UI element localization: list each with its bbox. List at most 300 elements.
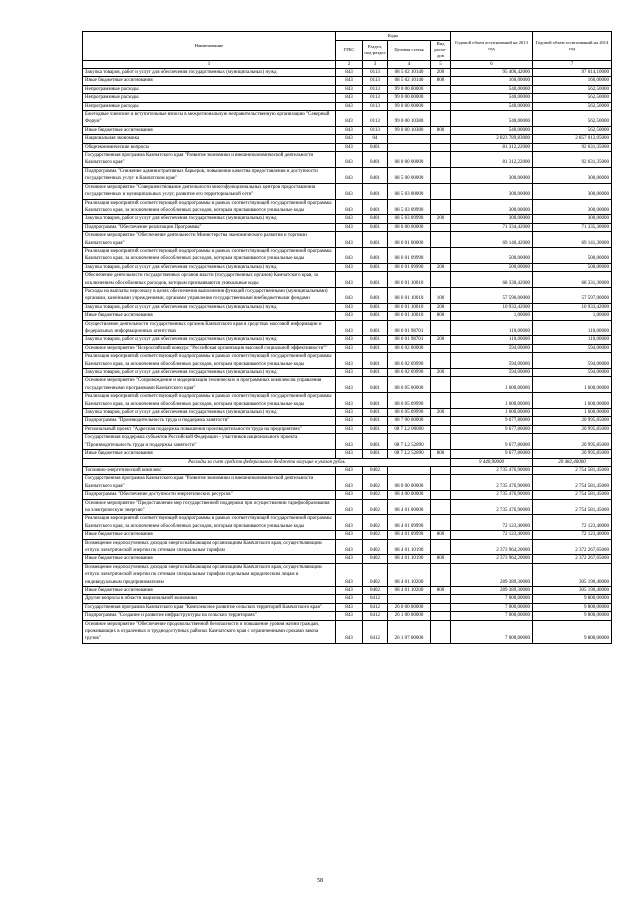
amount-2013-cell: 10 933,42000 [451, 303, 533, 311]
name-cell: Закупка товаров, работ и услуг для обеспечения государственных (муниципальных) нужд [83, 263, 336, 271]
header-vid: Вид расхо-дов [431, 41, 451, 61]
amount-2013-cell: 540,00000 [451, 94, 533, 102]
target-article-cell: 08 6 01 00000 [388, 232, 431, 248]
amount-2014-cell: 305 190,40000 [533, 587, 612, 595]
table-row [83, 434, 612, 450]
table-row [83, 102, 612, 110]
amount-2014-cell: 20 995,85000 [533, 434, 612, 450]
header-grbs: ГРБС [336, 41, 363, 61]
grbs-cell: 843 [336, 539, 363, 555]
target-article-cell: 99 0 00 10380 [388, 111, 431, 127]
section-cell: 0401 [363, 183, 388, 199]
amount-2014-cell: 71 335,30000 [533, 223, 612, 231]
table-row [83, 77, 612, 85]
target-article-cell: 08 7 L2 52890 [388, 434, 431, 450]
amount-2013-cell: 2 735 476,90000 [451, 491, 533, 499]
amount-2013-cell: 9 677,80000 [451, 434, 533, 450]
expense-type-cell [431, 247, 451, 263]
amount-2013-cell: 7 000,00000 [451, 595, 533, 603]
header-name: Наименование [83, 32, 336, 61]
amount-2014-cell: 562,50000 [533, 102, 612, 110]
expense-type-cell [431, 434, 451, 450]
table-row [83, 369, 612, 377]
name-cell: Иные бюджетные ассигнования [83, 531, 336, 539]
amount-2014-cell: 300,00000 [533, 183, 612, 199]
target-article-cell: 08 7 L2 52890 [388, 450, 431, 458]
expense-type-cell [431, 563, 451, 586]
expense-type-cell [431, 135, 451, 143]
table-row [83, 531, 612, 539]
amount-2014-cell: 9 800,00000 [533, 620, 612, 643]
expense-type-cell [431, 199, 451, 215]
header-codes-group: Коды [336, 32, 451, 41]
amount-2014-cell: 72 123,40000 [533, 515, 612, 531]
amount-2013-cell: 540,00000 [451, 85, 533, 93]
table-row [83, 272, 612, 288]
budget-table-sheet [82, 31, 611, 644]
grbs-cell: 843 [336, 312, 363, 320]
grbs-cell: 843 [336, 620, 363, 643]
section-cell: 0401 [363, 425, 388, 433]
amount-2013-cell: 1 600,00000 [451, 377, 533, 393]
section-cell: 0401 [363, 369, 388, 377]
amount-2013-cell: 110,00000 [451, 320, 533, 336]
target-article-cell: 08 7 L2 00000 [388, 425, 431, 433]
section-cell: 0401 [363, 247, 388, 263]
expense-type-cell [431, 143, 451, 151]
name-cell: Реализация мероприятий соответствующей подпрограммы в рамках соответствующей государственной программы Камчатского края, за исключением обособленных расходов, которым присваиваются уникальные коды [83, 353, 336, 369]
target-article-cell: 08 6 01 09990 [388, 263, 431, 271]
table-row [83, 491, 612, 499]
amount-2014-cell: 500,00000 [533, 263, 612, 271]
amount-2013-cell: 95 406,42000 [451, 69, 533, 77]
name-cell: Основное мероприятие "Всероссийский конкурс "Российская организация высокой социальной эффективности"" [83, 344, 336, 352]
amount-2014-cell: 9 800,00000 [533, 603, 612, 611]
target-article-cell: 08 5 00 00000 [388, 167, 431, 183]
expense-type-cell: 200 [431, 263, 451, 271]
target-article-cell: 08 6 05 00000 [388, 377, 431, 393]
amount-2014-cell: 305 190,40000 [533, 563, 612, 586]
amount-2013-cell: 81 312,22000 [451, 152, 533, 168]
amount-2014-cell: 562,50000 [533, 94, 612, 102]
grbs-cell: 843 [336, 287, 363, 303]
table-row [83, 409, 612, 417]
name-cell: Основное мероприятие "Обеспечение деятельности Министерства экономического развития и торговли Камчатского края" [83, 232, 336, 248]
grbs-cell: 843 [336, 183, 363, 199]
target-article-cell: 26 1 07 00000 [388, 620, 431, 643]
table-row [83, 555, 612, 563]
table-row [83, 620, 612, 643]
name-cell: Иные бюджетные ассигнования [83, 587, 336, 595]
name-cell: Иные бюджетные ассигнования [83, 555, 336, 563]
amount-2014-cell: 300,00000 [533, 199, 612, 215]
section-cell: 0401 [363, 215, 388, 223]
target-article-cell [388, 595, 431, 603]
grbs-cell: 843 [336, 102, 363, 110]
amount-2014-cell: 1 600,00000 [533, 409, 612, 417]
expense-type-cell [431, 167, 451, 183]
grbs-cell: 843 [336, 603, 363, 611]
amount-2014-cell: 300,00000 [533, 215, 612, 223]
expense-type-cell [431, 475, 451, 491]
section-cell: 0412 [363, 595, 388, 603]
target-article-cell: 99 0 00 10380 [388, 126, 431, 134]
expense-type-cell [431, 223, 451, 231]
expense-type-cell [431, 417, 451, 425]
table-row [83, 336, 612, 344]
table-row [83, 450, 612, 458]
grbs-cell: 843 [336, 215, 363, 223]
grbs-cell: 843 [336, 515, 363, 531]
expense-type-cell [431, 595, 451, 603]
target-article-cell: 08 6 02 09990 [388, 353, 431, 369]
name-cell: Реализация мероприятий соответствующей подпрограммы в рамках соответствующей государственной программы Камчатского края, за исключением обособленных расходов, которым присваиваются уникальные коды [83, 247, 336, 263]
grbs-cell: 843 [336, 425, 363, 433]
amount-2013-cell: 9 677,80000 [451, 450, 533, 458]
grbs-cell: 843 [336, 377, 363, 393]
grbs-cell: 843 [336, 563, 363, 586]
amount-2013-cell: 2 735 476,90000 [451, 466, 533, 474]
name-cell: Государственная программа Камчатского края "Развитие экономики и внешнеэкономической деятельности Камчатского края" [83, 152, 336, 168]
amount-2013-cell: 1 600,00000 [451, 409, 533, 417]
amount-2014-cell: 1 600,00000 [533, 377, 612, 393]
grbs-cell: 843 [336, 272, 363, 288]
table-row [83, 425, 612, 433]
name-cell: Подпрограмма "Снижение административных барьеров, повышение качества предоставления и доступности государственных услуг в Камчатском крае" [83, 167, 336, 183]
section-cell: 0402 [363, 466, 388, 474]
table-row [83, 126, 612, 134]
table-row [83, 539, 612, 555]
amount-2014-cell: 562,50000 [533, 85, 612, 93]
amount-2013-cell: 300,00000 [451, 167, 533, 183]
amount-2013-cell: 7 000,00000 [451, 620, 533, 643]
section-cell: 0401 [363, 152, 388, 168]
expense-type-cell [431, 393, 451, 409]
section-cell: 0113 [363, 102, 388, 110]
name-cell: Иные бюджетные ассигнования [83, 126, 336, 134]
expense-type-cell: 200 [431, 69, 451, 77]
amount-2013-cell: 2 735 476,90000 [451, 499, 533, 515]
col-number: 3 [363, 60, 388, 68]
target-article-cell: 08 0 00 00000 [388, 475, 431, 491]
name-cell: Возмещение недополученных доходов энергоснабжающим организациям Камчатского края, осуществляющим отпуск электрической энергии по сетевым специальным тарифам [83, 539, 336, 555]
target-article-cell: 08 4 01 10200 [388, 587, 431, 595]
header-2014: Годовой объем ассигнований на 2014 год [533, 32, 612, 61]
grbs-cell: 843 [336, 152, 363, 168]
col-number: 1 [83, 60, 336, 68]
amount-2014-cell: 594,00000 [533, 353, 612, 369]
grbs-cell: 843 [336, 143, 363, 151]
amount-2014-cell: 2 754 581,45000 [533, 499, 612, 515]
name-cell: Подпрограмма "Обеспечение реализации Программы" [83, 223, 336, 231]
target-article-cell: 08 5 02 10140 [388, 77, 431, 85]
section-cell: 0113 [363, 126, 388, 134]
section-cell: 0401 [363, 434, 388, 450]
grbs-cell: 843 [336, 587, 363, 595]
grbs-cell: 843 [336, 612, 363, 620]
target-article-cell [388, 466, 431, 474]
grbs-cell: 843 [336, 417, 363, 425]
name-cell: Иные бюджетные ассигнования [83, 312, 336, 320]
name-cell: Государственная программа Камчатского края "Развитие экономики и внешнеэкономической деятельности Камчатского края" [83, 475, 336, 491]
target-article-cell: 08 4 01 09990 [388, 531, 431, 539]
target-article-cell: 08 4 01 10200 [388, 563, 431, 586]
table-row [83, 466, 612, 474]
col-number: 7 [533, 60, 612, 68]
grbs-cell: 843 [336, 69, 363, 77]
name-cell: Подпрограмма "Создание и развитие инфраструктуры на сельских территориях" [83, 612, 336, 620]
amount-2013-cell: 9 677,80000 [451, 417, 533, 425]
amount-2014-cell: 10 933,42000 [533, 303, 612, 311]
section-cell: 0402 [363, 539, 388, 555]
amount-2013-cell: 594,00000 [451, 344, 533, 352]
table-row [83, 377, 612, 393]
expense-type-cell [431, 466, 451, 474]
table-row [83, 152, 612, 168]
grbs-cell: 843 [336, 336, 363, 344]
grbs-cell: 843 [336, 491, 363, 499]
target-article-cell: 08 6 02 00000 [388, 344, 431, 352]
name-cell: Непрограммные расходы [83, 85, 336, 93]
section-cell: 0401 [363, 272, 388, 288]
section-cell: 0113 [363, 94, 388, 102]
grbs-cell: 843 [336, 531, 363, 539]
amount-2013-cell: 300,00000 [451, 199, 533, 215]
name-cell: Национальная экономика [83, 135, 336, 143]
table-body [83, 69, 612, 644]
expense-type-cell [431, 377, 451, 393]
section-cell: 04 [363, 135, 388, 143]
amount-2013-cell: 594,00000 [451, 369, 533, 377]
amount-2013-cell: 9 677,80000 [451, 425, 533, 433]
amount-2014-cell: 594,00000 [533, 344, 612, 352]
target-article-cell: 08 6 01 10010 [388, 272, 431, 288]
amount-2013-cell: 160,00000 [451, 77, 533, 85]
name-cell: Осуществление деятельности государственных органов Камчатского края в средствах массовой информации и федеральных информационных агентствах [83, 320, 336, 336]
name-cell: Основное мероприятие "Предоставление мер государственной поддержки при осуществлении тарифообразования на электрическую энергию" [83, 499, 336, 515]
target-article-cell: 08 6 00 00000 [388, 223, 431, 231]
section-cell: 0412 [363, 612, 388, 620]
amount-2014-cell: 9 800,00000 [533, 595, 612, 603]
name-cell: Закупка товаров, работ и услуг для обеспечения государственных (муниципальных) нужд [83, 409, 336, 417]
amount-2014-cell: 110,00000 [533, 336, 612, 344]
section-cell: 0401 [363, 223, 388, 231]
name-cell: Основное мероприятие "Совершенствование деятельности многофункциональных центров предоставления государственных и муниципальных услуг, развитие его территориальной сети" [83, 183, 336, 199]
grbs-cell: 843 [336, 320, 363, 336]
amount-2013-cell: 540,00000 [451, 126, 533, 134]
name-cell: Другие вопросы в области национальной экономики [83, 595, 336, 603]
amount-2014-cell: 20 995,85000 [533, 450, 612, 458]
grbs-cell: 843 [336, 393, 363, 409]
amount-2014-cell: 1,00000 [533, 312, 612, 320]
grbs-cell: 843 [336, 199, 363, 215]
target-article-cell: 08 6 01 98701 [388, 320, 431, 336]
table-row [83, 563, 612, 586]
amount-2014-cell: 92 631,35000 [533, 152, 612, 168]
amount-2013-cell: 72 123,40000 [451, 531, 533, 539]
amount-2014-cell: 2 754 581,45000 [533, 491, 612, 499]
section-cell: 0402 [363, 531, 388, 539]
target-article-cell: 08 4 01 00000 [388, 499, 431, 515]
grbs-cell: 843 [336, 499, 363, 515]
expense-type-cell [431, 499, 451, 515]
target-article-cell: 08 6 01 10010 [388, 287, 431, 303]
section-cell: 0401 [363, 409, 388, 417]
section-cell: 0402 [363, 587, 388, 595]
grbs-cell: 843 [336, 77, 363, 85]
section-cell: 0402 [363, 491, 388, 499]
section-cell: 0402 [363, 515, 388, 531]
name-cell: Реализация мероприятий соответствующей подпрограммы в рамках соответствующей государственной программы Камчатского края, за исключением обособленных расходов, которым присваиваются уникальные коды [83, 393, 336, 409]
amount-2014-cell: 69 141,30000 [533, 232, 612, 248]
target-article-cell: 99 0 00 00000 [388, 94, 431, 102]
name-cell: Иные бюджетные ассигнования [83, 77, 336, 85]
amount-2014-cell: 97 014,10000 [533, 69, 612, 77]
name-cell: Закупка товаров, работ и услуг для обеспечения государственных (муниципальных) нужд [83, 215, 336, 223]
expense-type-cell: 200 [431, 336, 451, 344]
amount-2013-cell: 1 600,00000 [451, 393, 533, 409]
expense-type-cell [431, 620, 451, 643]
table-row [83, 223, 612, 231]
grbs-cell: 843 [336, 263, 363, 271]
target-article-cell: 08 5 03 09990 [388, 199, 431, 215]
table-row [83, 475, 612, 491]
col-number: 6 [451, 60, 533, 68]
name-cell: Обеспечение деятельности государственных органов власти (государственных органов) Камчатского края, за исключением обособленных расходов, которым присваиваются уникальные коды [83, 272, 336, 288]
amount-2013-cell: 7 000,00000 [451, 612, 533, 620]
expense-type-cell: 200 [431, 409, 451, 417]
grbs-cell: 843 [336, 344, 363, 352]
amount-2014-cell: 68 331,30000 [533, 272, 612, 288]
amount-2013-cell: 72 123,40000 [451, 515, 533, 531]
table-row [83, 303, 612, 311]
grbs-cell: 843 [336, 167, 363, 183]
grbs-cell: 843 [336, 595, 363, 603]
amount-2014-cell: 2 372 267,65000 [533, 539, 612, 555]
name-cell: Закупка товаров, работ и услуг для обеспечения государственных (муниципальных) нужд [83, 69, 336, 77]
table-row [83, 215, 612, 223]
section-cell: 0401 [363, 143, 388, 151]
amount-2013-cell: 300,00000 [451, 183, 533, 199]
target-article-cell: 08 5 03 00000 [388, 183, 431, 199]
expense-type-cell [431, 94, 451, 102]
table-row [83, 247, 612, 263]
grbs-cell: 843 [336, 126, 363, 134]
amount-2014-cell: 2 754 581,45000 [533, 475, 612, 491]
expense-type-cell: 200 [431, 303, 451, 311]
grbs-cell: 843 [336, 94, 363, 102]
section-cell: 0402 [363, 499, 388, 515]
expense-type-cell [431, 272, 451, 288]
amount-2013-cell: 2 373 964,20000 [451, 555, 533, 563]
amount-2013-cell: 7 000,00000 [451, 603, 533, 611]
col-number: 4 [388, 60, 431, 68]
expense-type-cell: 200 [431, 369, 451, 377]
name-cell: Топливно-энергетический комплекс [83, 466, 336, 474]
amount-2013-cell: 9 440,90000 [451, 458, 533, 466]
grbs-cell: 843 [336, 232, 363, 248]
section-cell: 0401 [363, 167, 388, 183]
table-row [83, 143, 612, 151]
note-cell: Расходы за счет средств федерального бюджета вхгущие в указан рубль [83, 458, 451, 466]
amount-2013-cell: 289 389,30000 [451, 587, 533, 595]
amount-2013-cell: 71 334,42000 [451, 223, 533, 231]
amount-2014-cell: 300,00000 [533, 167, 612, 183]
grbs-cell: 843 [336, 466, 363, 474]
amount-2013-cell: 110,00000 [451, 336, 533, 344]
amount-2013-cell: 69 140,42000 [451, 232, 533, 248]
target-article-cell: 26 0 00 00000 [388, 603, 431, 611]
section-cell: 0402 [363, 555, 388, 563]
target-article-cell: 08 4 01 09990 [388, 515, 431, 531]
expense-type-cell [431, 232, 451, 248]
grbs-cell: 843 [336, 85, 363, 93]
amount-2014-cell: 500,00000 [533, 247, 612, 263]
target-article-cell: 08 4 00 00000 [388, 491, 431, 499]
table-row [83, 417, 612, 425]
amount-2014-cell: 1 600,00000 [533, 393, 612, 409]
amount-2014-cell: 562,50000 [533, 126, 612, 134]
grbs-cell: 843 [336, 555, 363, 563]
col-number: 2 [336, 60, 363, 68]
amount-2014-cell: 72 123,40000 [533, 531, 612, 539]
target-article-cell: 08 6 02 09990 [388, 369, 431, 377]
target-article-cell: 99 0 00 00000 [388, 102, 431, 110]
target-article-cell: 99 0 00 00000 [388, 85, 431, 93]
section-cell: 0113 [363, 85, 388, 93]
target-article-cell: 08 6 01 98701 [388, 336, 431, 344]
expense-type-cell [431, 344, 451, 352]
table-row [83, 344, 612, 352]
amount-2014-cell: 57 597,00000 [533, 287, 612, 303]
expense-type-cell: 200 [431, 215, 451, 223]
name-cell: Закупка товаров, работ и услуг для обеспечения государственных (муниципальных) нужд [83, 303, 336, 311]
expense-type-cell [431, 612, 451, 620]
section-cell: 0113 [363, 111, 388, 127]
amount-2013-cell: 2 373 964,20000 [451, 539, 533, 555]
target-article-cell: 26 1 00 00000 [388, 612, 431, 620]
expense-type-cell: 100 [431, 287, 451, 303]
expense-type-cell [431, 152, 451, 168]
amount-2013-cell: 540,00000 [451, 102, 533, 110]
amount-2014-cell: 2 372 267,65000 [533, 555, 612, 563]
amount-2013-cell: 81 312,22000 [451, 143, 533, 151]
section-cell: 0401 [363, 312, 388, 320]
expense-type-cell [431, 102, 451, 110]
target-article-cell: 08 6 01 09990 [388, 247, 431, 263]
expense-type-cell: 800 [431, 77, 451, 85]
amount-2013-cell: 2 735 476,90000 [451, 475, 533, 491]
name-cell: Основное мероприятие "Обеспечение продовольственной безопасности и повышение уровня жизни граждан, проживающих в отдаленных и труднодоступных районах Камчатского края с ограниченными сроками завоза грузов" [83, 620, 336, 643]
amount-2014-cell: 594,00000 [533, 369, 612, 377]
table-row [83, 320, 612, 336]
amount-2014-cell: 110,00000 [533, 320, 612, 336]
table-row [83, 232, 612, 248]
section-cell: 0402 [363, 475, 388, 491]
name-cell: Государственная поддержка субъектов Российской Федерации - участников национального проекта "Производительность труда и поддержка занятости" [83, 434, 336, 450]
amount-2013-cell: 594,00000 [451, 353, 533, 369]
amount-2013-cell: 68 330,42000 [451, 272, 533, 288]
name-cell: Реализация мероприятий соответствующей подпрограммы в рамках соответствующей государственной программы Камчатского края, за исключением обособленных расходов, которым присваиваются уникальные коды [83, 515, 336, 531]
table-row [83, 287, 612, 303]
section-cell: 0401 [363, 199, 388, 215]
target-article-cell: 08 6 05 09990 [388, 409, 431, 417]
grbs-cell: 843 [336, 434, 363, 450]
section-cell: 0401 [363, 303, 388, 311]
expense-type-cell: 800 [431, 555, 451, 563]
name-cell: Государственная программа Камчатского края "Комплексное развитие сельских территорий Камчатского края" [83, 603, 336, 611]
target-article-cell [388, 135, 431, 143]
